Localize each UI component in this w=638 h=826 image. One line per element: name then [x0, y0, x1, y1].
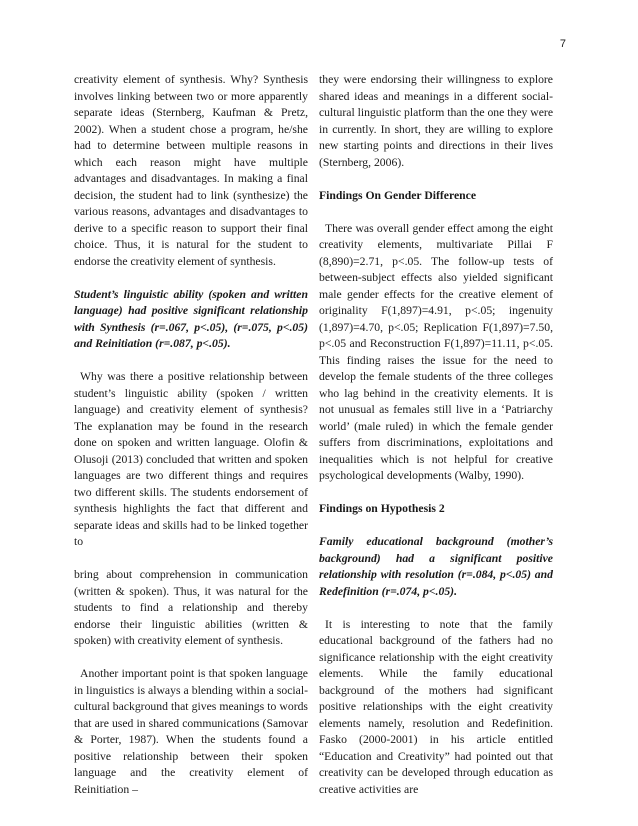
right-paragraph-1: they were endorsing their willingness to explore shared ideas and meanings in a different social-cultural linguistic platform than the one they were in currently. In short, they are willing to explore new starting points and directions in their lives (Sternberg, 2006).	[319, 73, 554, 169]
heading-gender-difference: Findings On Gender Difference	[319, 188, 477, 202]
left-paragraph-2: Why was there a positive relationship between student’s linguistic ability (spoken / written language) and creativity element of synthesis? The explanation may be found in the research done on spoken and written language. Olofin & Olusoji (2013) concluded that written and spoken languages are two different things and requires two different skills. The students endorsement of synthesis highlights the fact that different and separate ideas and skills had to be linked together to	[74, 370, 308, 548]
right-paragraph-3: It is interesting to note that the family educational background of the fathers had no significance relationship with the eight creativity elements. While the family educational background of the mothers had significant positive relationships with the eight creativity elements namely, resolution and Redefinition. Fasko (2000-2001) in his article entitled “Education and Creativity” had pointed out that creativity can be developed through education as creative activities are	[319, 617, 553, 796]
right-subheading-family-background: Family educational background (mother’s background) had a significant positive relationship with resolution (r=.084, p<.05) and Redefinition (r=.074, p<.05).	[319, 535, 553, 598]
left-subheading-linguistic-ability: Student’s linguistic ability (spoken and written language) had positive significant relationship with Synthesis (r=.067, p<.05), (r=.075, p<.05) and Reinitiation (r=.087, p<.05).	[74, 287, 308, 350]
left-column	[74, 72, 308, 798]
left-paragraph-1: creativity element of synthesis. Why? Synthesis involves linking between two or more apparently separate ideas (Sternberg, Kaufman & Pretz, 2002). When a student chose a program, he/she had to determine between multiple reasons in which each reason might have multiple advantages and disadvantages. In making a final decision, the student had to link (synthesize) the various reasons, advantages and disadvantages to derive to a specific reason to support their final choice. Thus, it is natural for the student to endorse the creativity element of synthesis.	[74, 73, 308, 268]
heading-hypothesis-2: Findings on Hypothesis 2	[319, 502, 445, 515]
left-paragraph-4: Another important point is that spoken language in linguistics is always a blending within a social-cultural background that gives meanings to words that are used in shared communications (Samovar & Porter, 1987). When the students found a positive relationship between their spoken language and the creativity element of Reinitiation –	[74, 667, 308, 796]
left-paragraph-3: bring about comprehension in communication (written & spoken). Thus, it was natural for the students to find a relationship and thereby endorse their linguistic abilities (written & spoken) with creativity element of synthesis.	[74, 568, 308, 647]
right-paragraph-2: There was overall gender effect among the eight creativity elements, multivariate Pillai F (8,890)=2.71, p<.05. The follow-up tests of between-subject effects also yielded significant male gender effects for the creative element of originality F(1,897)=4.91, p<.05; ingenuity (1,897)=4.70, p<.05; Replication F(1,897)=7.50, p<.05 and Reconstruction F(1,897)=11.11, p<.05. This finding raises the issue for the need to develop the female students of the three colleges who lag behind in the creativity elements. It is not unusual as females still live in a ‘Patriarchy world’ (male ruled) in which the female gender suffers from discriminations, exploitations and inequalities which is not helpful for creative psychological developments (Walby, 1990).	[319, 221, 553, 482]
page-number: 7	[559, 38, 566, 50]
right-column	[319, 72, 553, 798]
